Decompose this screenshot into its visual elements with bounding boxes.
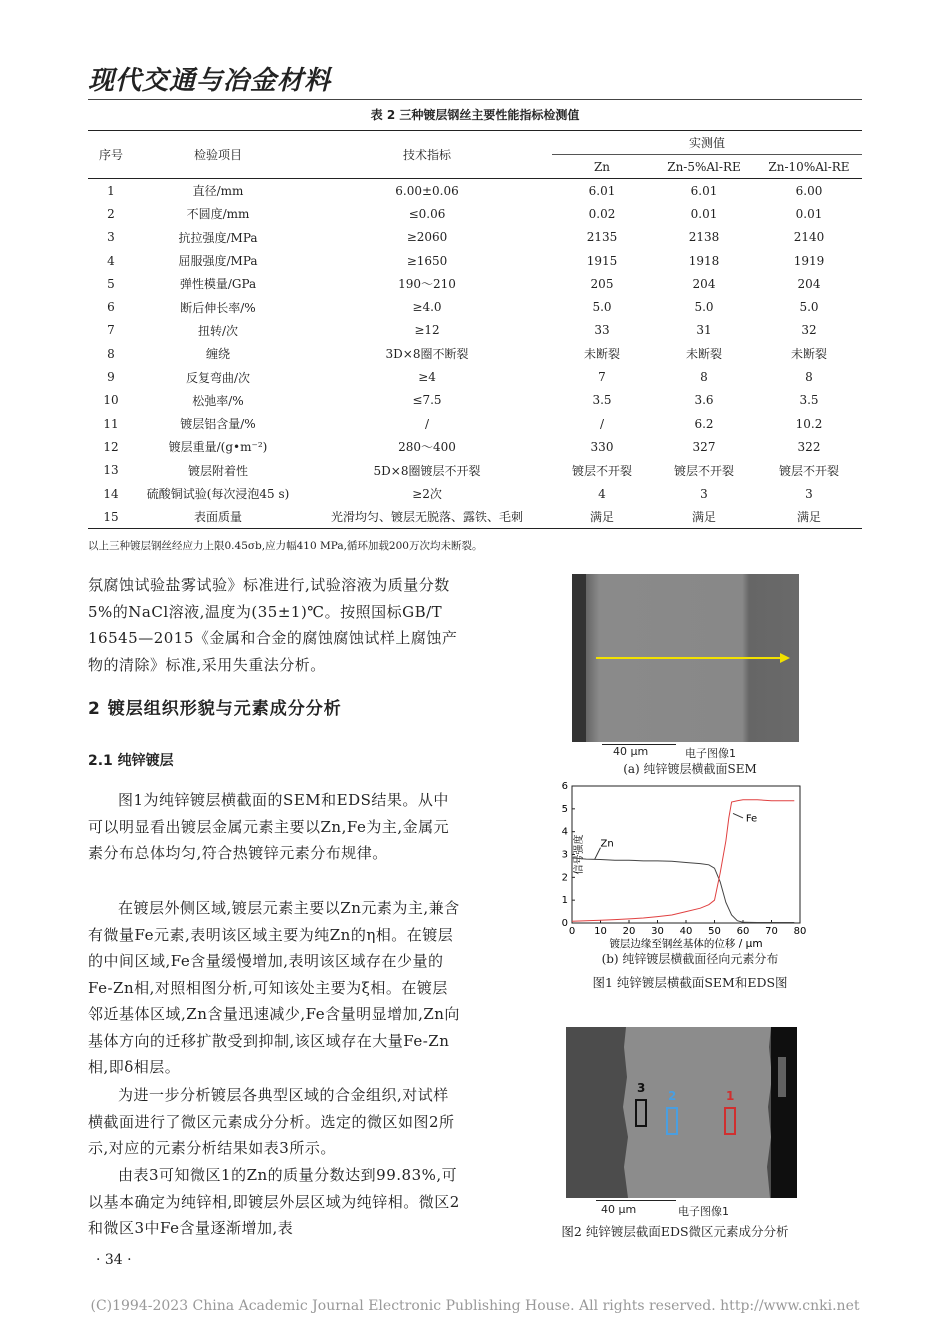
cell-zn10: 10.2 [795, 416, 823, 431]
figure2-scale-bar: 40 μm [601, 1203, 637, 1216]
cell-zn5: 镀层不开裂 [673, 463, 734, 478]
cell-zn: 2135 [586, 230, 618, 245]
cell-index: 12 [103, 439, 119, 454]
chart-frame [572, 786, 800, 923]
cell-zn5: 327 [692, 439, 716, 454]
cell-zn: 5.0 [592, 300, 612, 315]
col-header-zn: Zn [552, 155, 652, 179]
cell-zn10: 未断裂 [790, 347, 827, 362]
cell-spec: / [424, 416, 430, 431]
table-row [88, 505, 862, 529]
cell-item: 镀层铝含量/% [180, 417, 256, 432]
cell-zn5: 6.01 [690, 183, 718, 198]
cell-spec: 5D×8圈镀层不开裂 [373, 463, 481, 478]
table-row [88, 226, 862, 249]
cell-index: 2 [107, 206, 115, 221]
cell-spec: 3D×8圈不断裂 [385, 347, 469, 362]
cell-zn5: 8 [700, 370, 708, 385]
figure2-image-label: 电子图像1 [678, 1205, 729, 1218]
cell-zn5: 5.0 [694, 300, 714, 315]
x-tick-label: 50 [708, 926, 721, 937]
region-label-3: 3 [637, 1081, 646, 1095]
cell-zn10: 3.5 [799, 393, 819, 408]
series-line-fe [572, 800, 794, 922]
section-2-title: 2 镀层组织形貌与元素成分分析 [88, 699, 342, 719]
cell-index: 11 [103, 416, 119, 431]
figure2-caption: 图2 纯锌镀层截面EDS微区元素成分分析 [561, 1224, 789, 1239]
table-row [88, 319, 862, 342]
x-tick-label: 80 [793, 926, 807, 937]
series-label-fe: Fe [745, 813, 758, 825]
cell-zn10: 满足 [756, 505, 862, 529]
cell-zn: 205 [590, 276, 614, 291]
cell-item: 缠绕 [205, 347, 230, 362]
cell-zn: 330 [590, 439, 614, 454]
cell-zn5: 2138 [688, 230, 720, 245]
table-row [88, 482, 862, 505]
y-tick-label: 1 [561, 895, 568, 907]
cell-zn: 33 [594, 323, 610, 338]
x-tick-label: 70 [765, 926, 778, 937]
page-number: · 34 · [96, 1252, 132, 1268]
x-tick-label: 0 [568, 926, 576, 937]
table-row [88, 202, 862, 225]
y-tick-label: 3 [561, 849, 568, 861]
header-rule [88, 99, 862, 100]
table-row [88, 459, 862, 482]
cell-zn10: 204 [797, 276, 821, 291]
cell-spec: ≥2060 [406, 230, 448, 245]
cell-spec: 280～400 [398, 440, 456, 455]
figure1a-sem-image [572, 574, 799, 742]
y-tick-label: 2 [561, 872, 568, 884]
cell-spec: ≤0.06 [408, 206, 446, 221]
table-row [88, 295, 862, 318]
cell-index: 1 [107, 183, 115, 198]
region-box-2 [666, 1107, 678, 1135]
cell-zn: / [599, 416, 605, 431]
cell-item: 不圆度/mm [186, 207, 250, 222]
cell-zn10: 32 [801, 323, 817, 338]
cell-zn10: 8 [805, 370, 813, 385]
x-tick-label: 20 [622, 926, 636, 937]
figure1a-subcaption: (a) 纯锌镀层横截面SEM [623, 762, 757, 776]
series-label-zn: Zn [600, 838, 614, 850]
cell-zn5: 0.01 [690, 206, 718, 221]
cell-item: 屈服强度/MPa [178, 254, 258, 269]
cell-zn10: 322 [797, 439, 821, 454]
cell-zn5: 3.6 [694, 393, 714, 408]
cell-index: 13 [103, 463, 119, 478]
figure1a-scale-bar: 40 μm [613, 745, 649, 758]
cell-zn: 镀层不开裂 [571, 463, 632, 478]
cell-item: 表面质量 [134, 505, 302, 529]
table-row [88, 435, 862, 458]
y-tick-label: 5 [561, 803, 568, 815]
table-row [88, 342, 862, 365]
cell-zn5: 204 [692, 276, 716, 291]
cell-spec: 光滑均匀、镀层无脱落、露铁、毛刺 [302, 505, 552, 529]
cell-item: 反复弯曲/次 [185, 370, 251, 385]
cell-zn: 7 [598, 370, 606, 385]
cell-zn5: 未断裂 [685, 347, 722, 362]
cell-zn5: 满足 [652, 505, 756, 529]
cell-item: 镀层附着性 [187, 463, 248, 478]
paragraph-intro: 氛腐蚀试验盐雾试验》标准进行,试验溶液为质量分数5%的NaCl溶液,温度为(35±1)℃。按照国标GB/T 16545—2015《金属和合金的腐蚀腐蚀试样上腐蚀产物的清除》标准,采用失重法分析。 [88, 576, 458, 674]
table-row [88, 389, 862, 412]
col-header-spec: 技术指标 [302, 131, 552, 179]
table-row [88, 412, 862, 435]
cell-spec: ≥12 [414, 323, 440, 338]
cell-index: 9 [107, 370, 115, 385]
table2 [88, 130, 862, 529]
cell-spec: ≥1650 [406, 253, 448, 268]
cell-item: 抗拉强度/MPa [178, 230, 258, 245]
cell-zn10: 5.0 [799, 300, 819, 315]
region-box-1 [724, 1107, 736, 1135]
cell-index: 6 [107, 300, 115, 315]
figure1b-chart [555, 778, 815, 970]
table-row [88, 365, 862, 388]
cell-index: 14 [103, 486, 119, 501]
cell-index: 15 [88, 505, 134, 529]
cell-zn: 满足 [552, 505, 652, 529]
cell-zn: 1915 [586, 253, 618, 268]
journal-title: 现代交通与冶金材料 [88, 66, 332, 96]
x-tick-label: 40 [679, 926, 693, 937]
y-tick-label: 0 [561, 918, 568, 929]
cell-zn: 未断裂 [583, 347, 620, 362]
region-box-3 [635, 1099, 647, 1127]
cell-zn: 0.02 [588, 206, 616, 221]
cell-item: 扭转/次 [197, 323, 239, 338]
cell-spec: 6.00±0.06 [395, 183, 459, 198]
col-header-measured: 实测值 [552, 131, 862, 155]
y-tick-label: 6 [561, 781, 568, 792]
cell-item: 硫酸铜试验(每次浸泡45 s) [146, 487, 290, 501]
cell-item: 直径/mm [192, 184, 244, 199]
cell-spec: ≥4.0 [412, 300, 442, 315]
x-tick-label: 60 [736, 926, 750, 937]
fe-label-leader [733, 813, 743, 818]
cell-zn: 4 [598, 486, 606, 501]
table2-note: 以上三种镀层钢丝经应力上限0.45σb,应力幅410 MPa,循环加载200万次均未断裂。 [88, 540, 483, 552]
cell-spec: ≤7.5 [412, 393, 442, 408]
figure2-region-markers [566, 1027, 797, 1198]
cell-zn5: 6.2 [694, 416, 714, 431]
col-header-zn10: Zn-10%Al-RE [756, 155, 862, 179]
cell-item: 断后伸长率/% [180, 300, 256, 315]
region-label-1: 1 [726, 1089, 735, 1103]
cell-index: 7 [107, 323, 115, 338]
cell-index: 4 [107, 253, 115, 268]
cell-index: 5 [107, 276, 115, 291]
x-tick-label: 10 [594, 926, 607, 937]
paragraph-3: 为进一步分析镀层各典型区域的合金组织,对试样横截面进行了微区元素成分分析。选定的微区如图2所示,对应的元素分析结果如表3所示。 [88, 1086, 455, 1157]
series-line-zn [572, 858, 794, 923]
table-row [88, 179, 862, 203]
cell-zn10: 6.00 [795, 183, 823, 198]
cell-item: 松弛率/% [192, 393, 244, 408]
cell-zn: 3.5 [592, 393, 612, 408]
cell-zn10: 2140 [793, 230, 825, 245]
figure1a-image-label: 电子图像1 [685, 747, 736, 760]
cell-spec: 190～210 [398, 277, 456, 292]
cell-spec: ≥2次 [412, 487, 442, 501]
cell-zn: 6.01 [588, 183, 616, 198]
cell-zn10: 1919 [793, 253, 825, 268]
table-row [88, 272, 862, 295]
cell-index: 10 [103, 393, 119, 408]
paragraph-2: 在镀层外侧区域,镀层元素主要以Zn元素为主,兼含有微量Fe元素,表明该区域主要为纯Zn的η相。在镀层的中间区域,Fe含量缓慢增加,表明该区域存在少量的Fe-Zn相,对照相图分析,可知该处主要为ξ相。在镀层邻近基体区域,Zn含量迅速减少,Fe含量明显增加,Zn向基体方向的迁移扩散受到抑制,该区域存在大量Fe-Zn相,即δ相层。 [88, 899, 460, 1076]
section-2-1-title: 2.1 纯锌镀层 [88, 753, 174, 769]
copyright-notice: (C)1994-2023 China Academic Journal Electronic Publishing House. All rights reserved. http://www.cnki.net [90, 1298, 860, 1314]
table2-caption: 表 2 三种镀层钢丝主要性能指标检测值 [370, 108, 580, 122]
y-axis-label: 信号强度 [574, 834, 585, 875]
table-row [88, 249, 862, 272]
cell-zn10: 3 [805, 486, 813, 501]
col-header-item: 检验项目 [134, 131, 302, 179]
figure1-caption: 图1 纯锌镀层横截面SEM和EDS图 [592, 975, 788, 990]
cell-index: 3 [107, 230, 115, 245]
figure1b-subcaption: (b) 纯锌镀层横截面径向元素分布 [601, 952, 779, 966]
cell-zn5: 1918 [688, 253, 720, 268]
y-tick-label: 4 [561, 826, 568, 838]
figure1a-sem-graphic [572, 574, 799, 742]
cell-index: 8 [107, 346, 115, 361]
paragraph-1: 图1为纯锌镀层横截面的SEM和EDS结果。从中可以明显看出镀层金属元素主要以Zn,Fe为主,金属元素分布总体均匀,符合热镀锌元素分布规律。 [88, 791, 450, 862]
cell-zn10: 0.01 [795, 206, 823, 221]
table2-body [88, 179, 862, 529]
cell-spec: ≥4 [418, 370, 436, 385]
cell-zn5: 3 [700, 486, 708, 501]
cell-item: 弹性模量/GPa [179, 277, 257, 292]
cell-zn10: 镀层不开裂 [778, 463, 839, 478]
paragraph-4: 由表3可知微区1的Zn的质量分数达到99.83%,可以基本确定为纯锌相,即镀层外层区域为纯锌相。微区2和微区3中Fe含量逐渐增加,表 [88, 1166, 460, 1237]
x-axis-label: 镀层边缘至钢丝基体的位移 / μm [609, 938, 763, 950]
x-tick-label: 30 [651, 926, 664, 937]
cell-item: 镀层重量/(g•m⁻²) [168, 440, 268, 455]
cell-zn5: 31 [696, 323, 712, 338]
region-label-2: 2 [668, 1089, 677, 1103]
col-header-index: 序号 [88, 131, 134, 179]
col-header-zn5: Zn-5%Al-RE [652, 155, 756, 179]
